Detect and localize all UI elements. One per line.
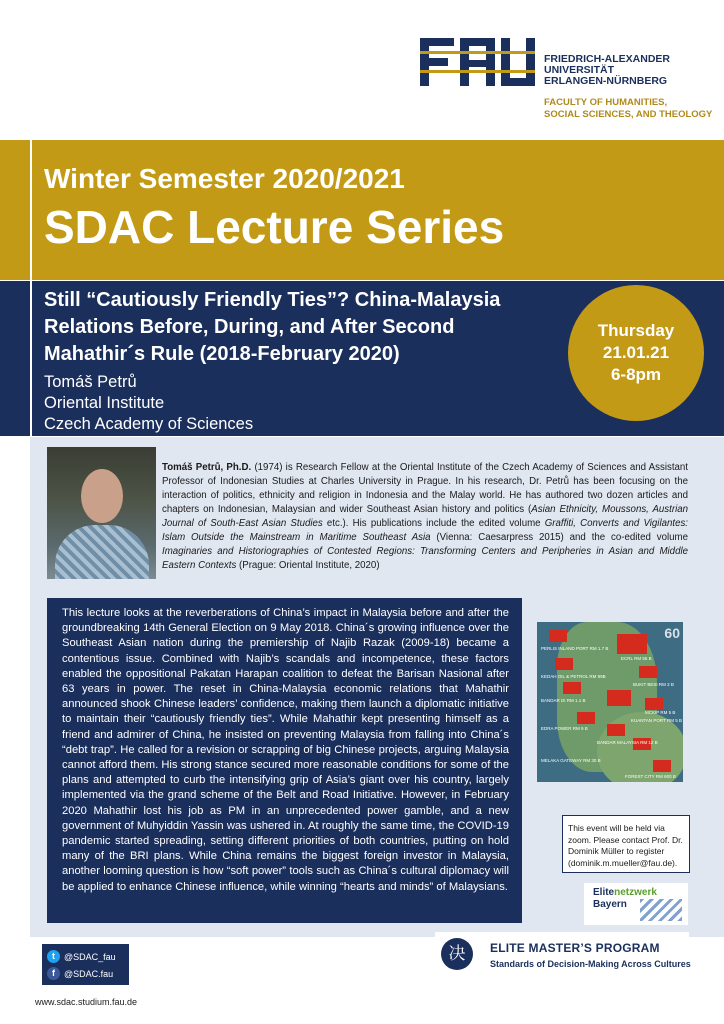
speaker-institute: Oriental Institute <box>44 394 165 412</box>
event-date: 21.01.21 <box>602 343 670 362</box>
bio-text: (Vienna: Caesarpress 2015) and the co-edited volume <box>430 532 689 543</box>
china-flag-icon <box>563 682 581 694</box>
lecture-title-line: Relations Before, During, and After Second <box>44 316 455 338</box>
elitenetzwerk-bayern-logo <box>584 883 688 925</box>
china-flag-icon <box>549 630 567 642</box>
facebook-handle: @SDAC.fau <box>64 968 114 979</box>
university-name-line: ERLANGEN-NÜRNBERG <box>544 75 668 87</box>
event-time: 6-8pm <box>610 365 662 384</box>
china-flag-icon <box>607 724 625 736</box>
bio-text: etc.). His publications include the edited volume <box>322 518 545 529</box>
twitter-handle: @SDAC_fau <box>64 951 116 962</box>
speaker-bio <box>162 461 688 573</box>
speaker-academy: Czech Academy of Sciences <box>44 415 254 433</box>
map-label: BUKIT BESI RM 2 B <box>633 682 674 687</box>
faculty-name <box>544 97 724 121</box>
map-label: ECRL RM 55 B <box>621 656 652 661</box>
elite-word: Elite <box>593 887 615 898</box>
speaker-name: Tomáš Petrů <box>44 373 137 391</box>
map-label: KUANTAN PORT RM 5 B <box>631 718 683 723</box>
china-flag-icon <box>617 634 647 654</box>
china-flag-icon <box>555 658 573 670</box>
photo-shirt <box>55 525 149 579</box>
program-subtitle: Standards of Decision-Making Across Cultures <box>490 959 691 969</box>
decision-symbol-icon: 决 <box>441 938 473 970</box>
bio-book-title: Imaginaries and Historiographies of Contested Regions: Transforming Centers and Peripheries in Asian and Middle Eastern Contexts <box>162 546 688 571</box>
map-label: BANDAR MALAYSIA RM 12 B <box>597 740 658 745</box>
china-flag-icon <box>653 760 671 772</box>
china-flag-icon <box>577 712 595 724</box>
bio-journals: Asian Ethnicity, Moussons, Austrian Journal of South-East Asian Studies <box>162 504 688 529</box>
bayern-word: Bayern <box>593 899 627 910</box>
zoom-registration-note: This event will be held via zoom. Please contact Prof. Dr. Dominik Müller to register (dominik.m.mueller@fau.de). <box>562 815 690 873</box>
website-link[interactable]: www.sdac.studium.fau.de <box>35 997 138 1007</box>
university-name <box>544 54 724 87</box>
map-corner-number: 60 <box>664 625 680 641</box>
date-badge <box>568 285 704 421</box>
twitter-icon: t <box>47 950 60 963</box>
netzwerk-word: netzwerk <box>614 887 657 898</box>
event-day: Thursday <box>597 321 675 340</box>
facebook-icon: f <box>47 967 60 980</box>
lecture-abstract: This lecture looks at the reverberations of China’s impact in Malaysia before and after the groundbreaking 14th General Election on 9 May 2018. China´s growing influence over the Southeast Asian nation during the premiership of Najib Razak (2009-18) became a contentious issue. Combined with Najib’s scandals and incompetence, these factors enabled the oppositional Pakatan Harapan coalition to defeat the Barisan Nasional after 63 years in power. The reset in China-Malaysia economic relations that Mahathir announced shook Chinese leaders’ confidence, making them launch a diplomatic initiative to maintain their “cautiously friendly ties”. While Mahathir kept presenting himself as a friend and admirer of China, he insisted on preventing Malaysia from falling into China´s “debt trap”. He called for a revision or scrapping of big Chinese projects, arguing Malaysia cannot afford them. His strong stance secured more reasonable conditions for some of the plans and attempted to curb the intensifying grip of Asia’s giant over his country, largely implemented via the grand scheme of the Belt and Road Initiative. However, in February 2020 Mahathir lost his job as PM in an unprecedented power gamble, and a new government of Muhyiddin Yassin was ushered in. At roughly the same time, the COVID-19 pandemic started spreading, setting different priorities of both countries, putting on hold many of the BRI plans. While China remains the biggest foreign investor in Malaysia, another looming question is how “soft power” tools such as China´s cultural diplomacy will be applied to enhance Chinese influence, while winning “hearts and minds” of Malaysians. <box>62 607 509 893</box>
malaysia-projects-map <box>537 622 683 782</box>
university-name-line: FRIEDRICH-ALEXANDER <box>544 53 670 65</box>
twitter-row[interactable] <box>47 950 116 963</box>
facebook-row[interactable] <box>47 967 113 980</box>
map-label: KEDAH OIL & PETROL RM 99B <box>541 674 606 679</box>
bavaria-pattern-icon <box>640 899 682 921</box>
elite-masters-program-logo <box>435 932 689 978</box>
lecture-title-line: Still “Cautiously Friendly Ties”? China-Malaysia <box>44 289 501 311</box>
faculty-name-line: SOCIAL SCIENCES, AND THEOLOGY <box>544 109 713 120</box>
series-title: SDAC Lecture Series <box>44 201 505 253</box>
bio-book-title: Graffiti, Converts and Vigilantes: Islam Outside the Mainstream in Maritime Southeast Asia <box>162 518 688 543</box>
program-title: ELITE MASTER’S PROGRAM <box>490 941 660 955</box>
divider-line <box>30 140 32 280</box>
speaker-info <box>44 372 253 435</box>
china-flag-icon <box>645 698 663 710</box>
bio-text: (1974) is Research Fellow at the Oriental Institute of the Czech Academy of Sciences and Assistant Professor of Indonesian Studies at Charles University in Prague. In his research, Dr. Petrů has been focusing on the interaction of politics, ethnicity and religion in Indonesia and the Malay world. He has authored two dozen articles and chapters on Indonesian, Malaysian and wider Southeast Asian history and politics ( <box>162 462 688 515</box>
map-label: PERLIS INLAND PORT RM 1.7 B <box>541 646 609 651</box>
divider-line <box>30 281 32 436</box>
fau-logo-mark <box>420 38 535 86</box>
bio-name: Tomáš Petrů, Ph.D. <box>162 462 252 473</box>
semester-heading: Winter Semester 2020/2021 <box>44 163 405 194</box>
university-name-line: UNIVERSITÄT <box>544 64 615 76</box>
china-flag-icon <box>607 690 631 706</box>
map-label: MELAKA GATEWAY RM 30 B <box>541 758 601 763</box>
bio-text: (Prague: Oriental Institute, 2020) <box>236 560 380 571</box>
map-label: BANDAR DI RM 1.1 B <box>541 698 586 703</box>
lecture-title <box>44 287 584 368</box>
map-label: FOREST CITY RM 600 B <box>625 774 676 779</box>
speaker-photo <box>47 447 156 579</box>
social-media-box <box>42 944 129 985</box>
map-label: MCKIP RM 5 B <box>645 710 676 715</box>
lecture-title-line: Mahathir´s Rule (2018-February 2020) <box>44 343 400 365</box>
faculty-name-line: FACULTY OF HUMANITIES, <box>544 97 668 108</box>
map-label: EDRA POWER RM 9 B <box>541 726 588 731</box>
photo-head <box>81 469 123 523</box>
china-flag-icon <box>639 666 657 678</box>
